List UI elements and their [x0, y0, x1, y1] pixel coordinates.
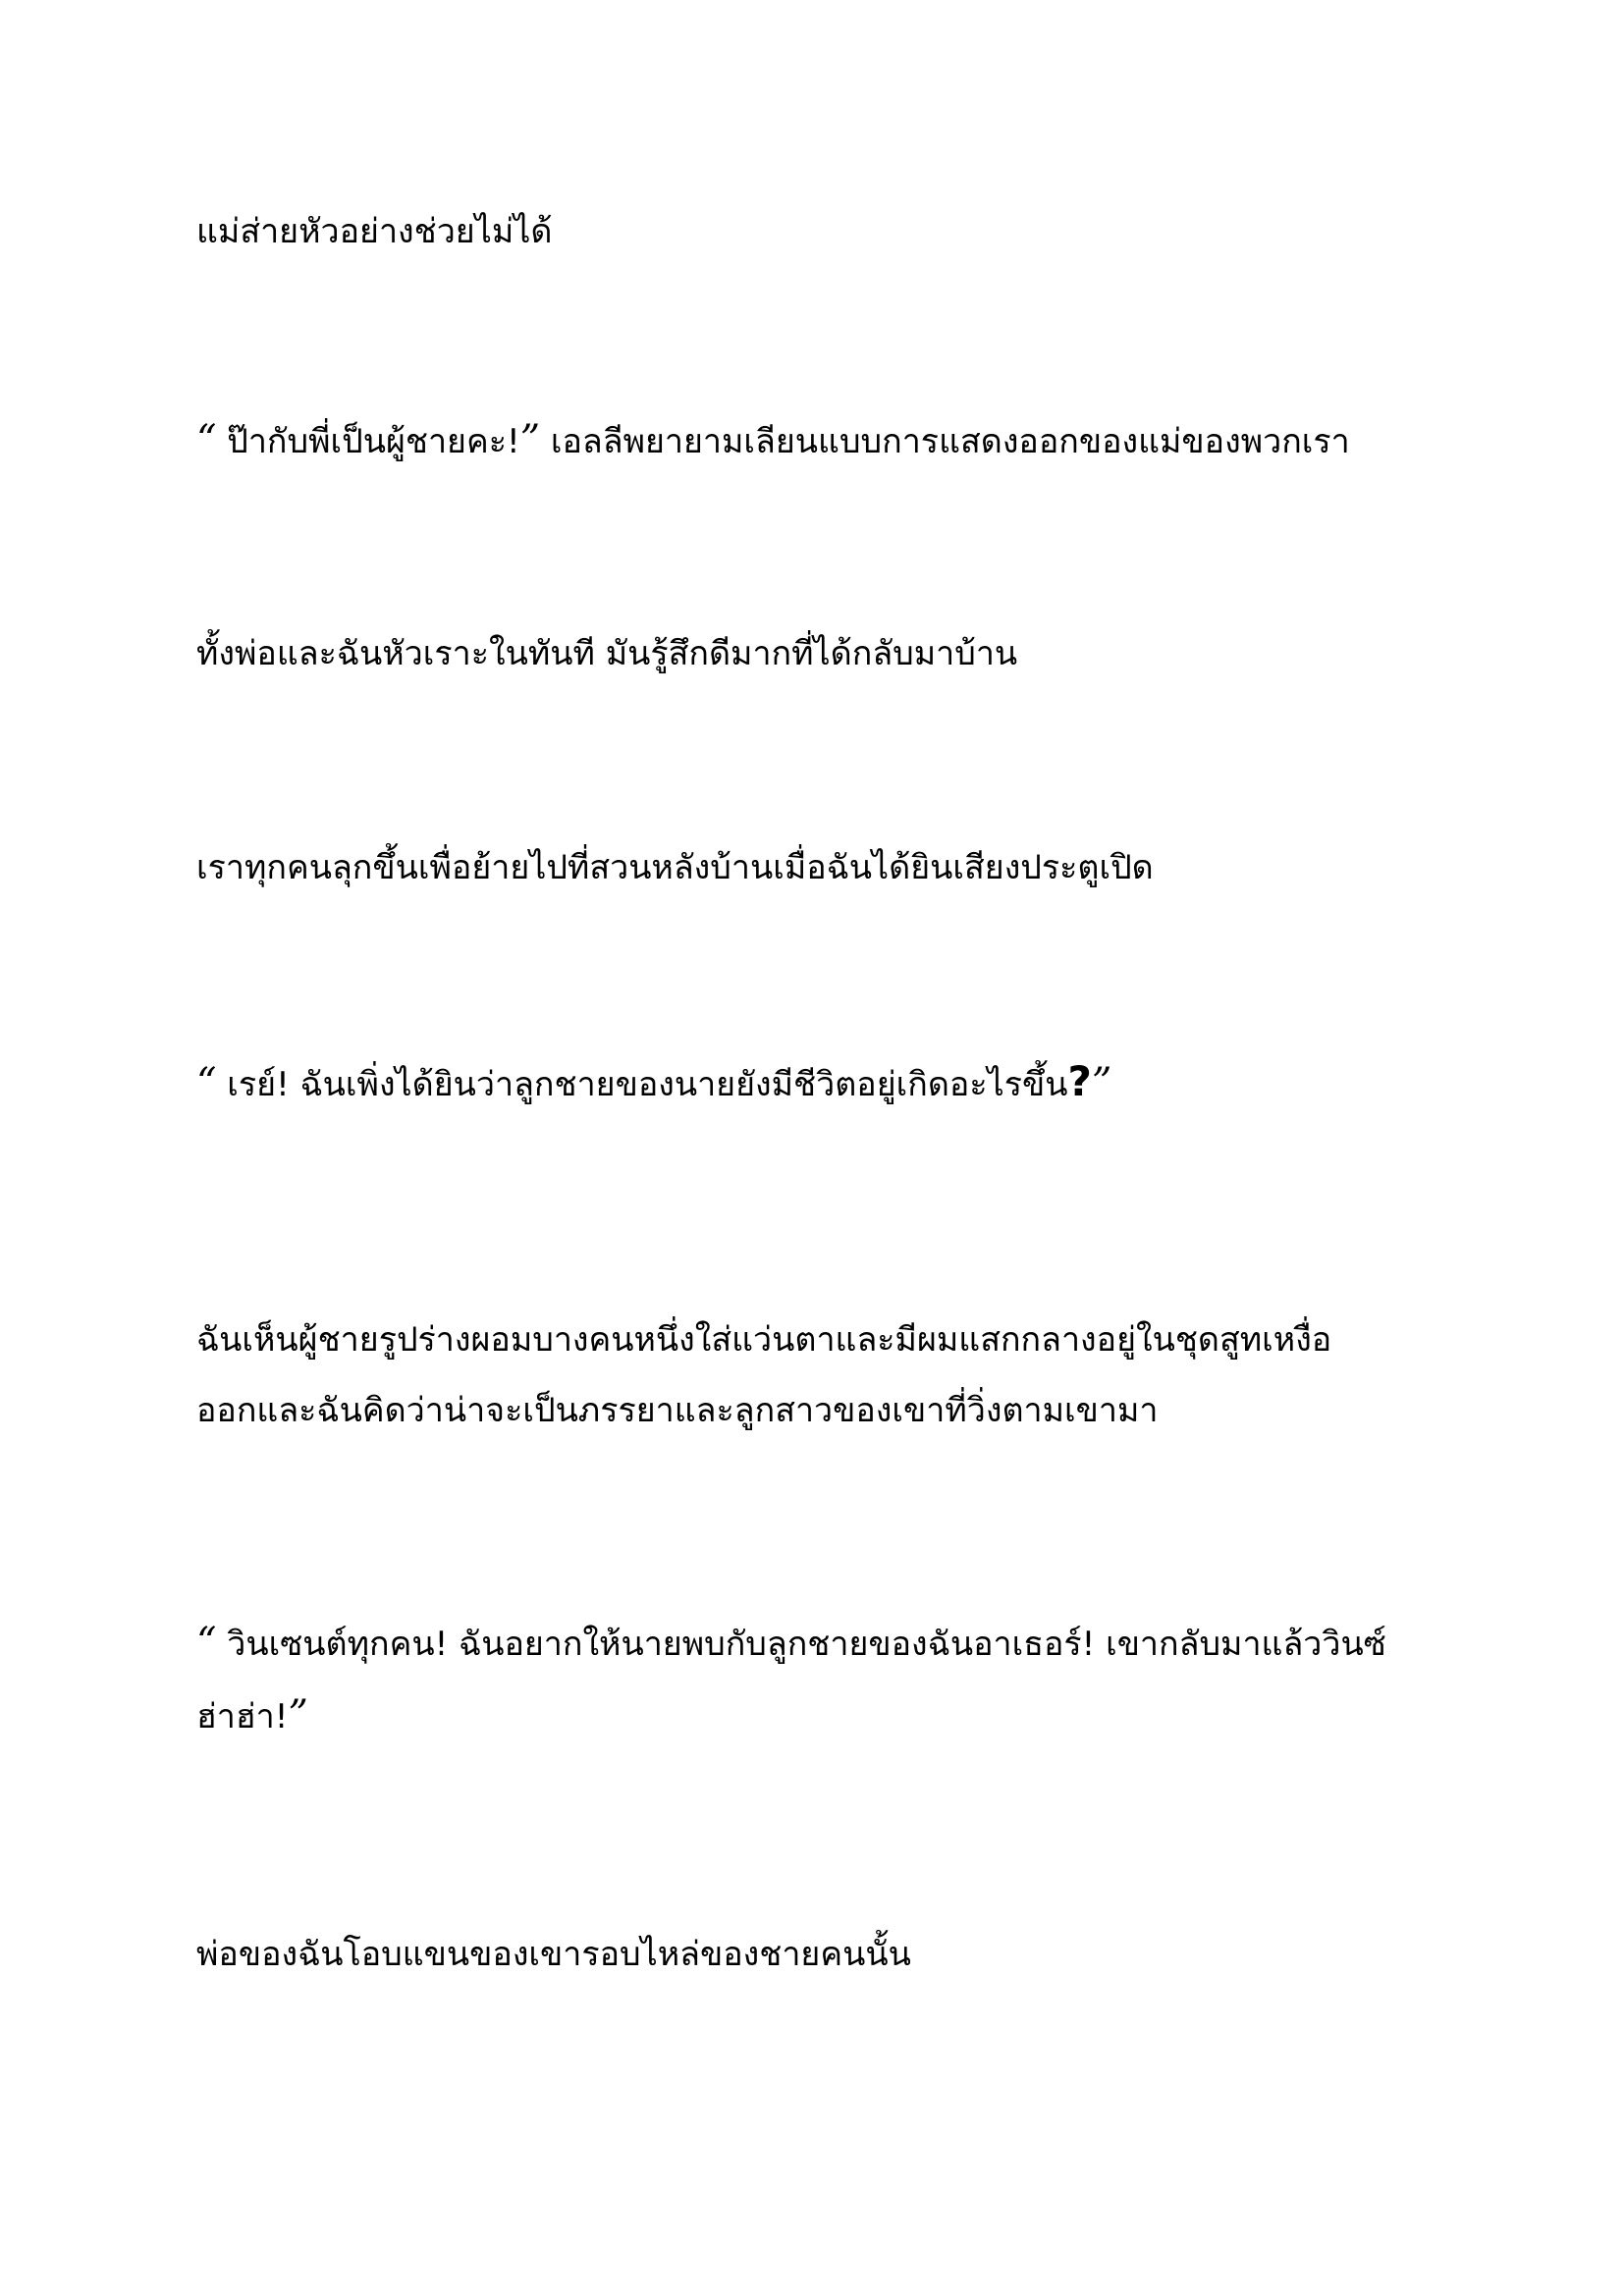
paragraph-6-line-1: ฉันเห็นผู้ชายรูปร่างผอมบางคนหนึ่งใส่แว่นตาและมีผมแสกกลางอยู่ในชุดสูทเหงื่อ — [196, 1320, 1332, 1360]
paragraph-6 — [196, 1305, 1453, 1446]
paragraph-6-line-2: ออกและฉันคิดว่าน่าจะเป็นภรรยาและลูกสาวของเขาที่วิ่งตามเขามา — [196, 1391, 1159, 1430]
dialogue-text: ป๊ากับพี่เป็นผู้ชายคะ! — [216, 422, 520, 461]
paragraph-8-text: พ่อของฉันโอบแขนของเขารอบไหล่ของชายคนนั้น — [196, 1935, 911, 1974]
question-mark: ? — [1067, 1057, 1092, 1105]
close-quote: ” — [519, 417, 541, 462]
dialogue-text: วินเซนต์ทุกคน! ฉันอยากให้นายพบกับลูกชายของฉันอาเธอร์! เขากลับมาแล้ววินซ์ — [216, 1625, 1386, 1664]
paragraph-7-line-1 — [196, 1607, 1453, 1680]
open-quote: “ — [196, 417, 217, 462]
paragraph-7-line-2 — [196, 1680, 1453, 1752]
close-quote: ” — [288, 1692, 308, 1737]
dialogue-text-cont: ฮ่าฮ่า! — [196, 1697, 289, 1736]
dialogue-text: เรย์! ฉันเพิ่งได้ยินว่าลูกชายของนายยังมีชีวิตอยู่เกิดอะไรขึ้น — [216, 1065, 1068, 1104]
open-quote: “ — [196, 1060, 217, 1105]
open-quote: “ — [196, 1620, 217, 1665]
paragraph-1 — [196, 196, 1453, 267]
paragraph-5 — [196, 1046, 1453, 1120]
paragraph-4-text: เราทุกคนลุกขึ้นเพื่อย้ายไปที่สวนหลังบ้านเมื่อฉันได้ยินเสียงประตูเปิด — [196, 848, 1154, 887]
close-quote: ” — [1091, 1060, 1112, 1105]
paragraph-1-text: แม่ส่ายหัวอย่างช่วยไม่ได้ — [196, 212, 553, 251]
paragraph-4 — [196, 832, 1453, 903]
paragraph-3 — [196, 618, 1453, 689]
paragraph-7 — [196, 1607, 1453, 1752]
paragraph-2 — [196, 404, 1453, 477]
paragraph-8 — [196, 1919, 1453, 1990]
paragraph-3-text: ทั้งพ่อและฉันหัวเราะในทันที มันรู้สึกดีมากที่ได้กลับมาบ้าน — [196, 634, 1018, 673]
narration-text: เอลลีพยายามเลียนแบบการแสดงออกของแม่ของพวกเรา — [540, 422, 1350, 461]
